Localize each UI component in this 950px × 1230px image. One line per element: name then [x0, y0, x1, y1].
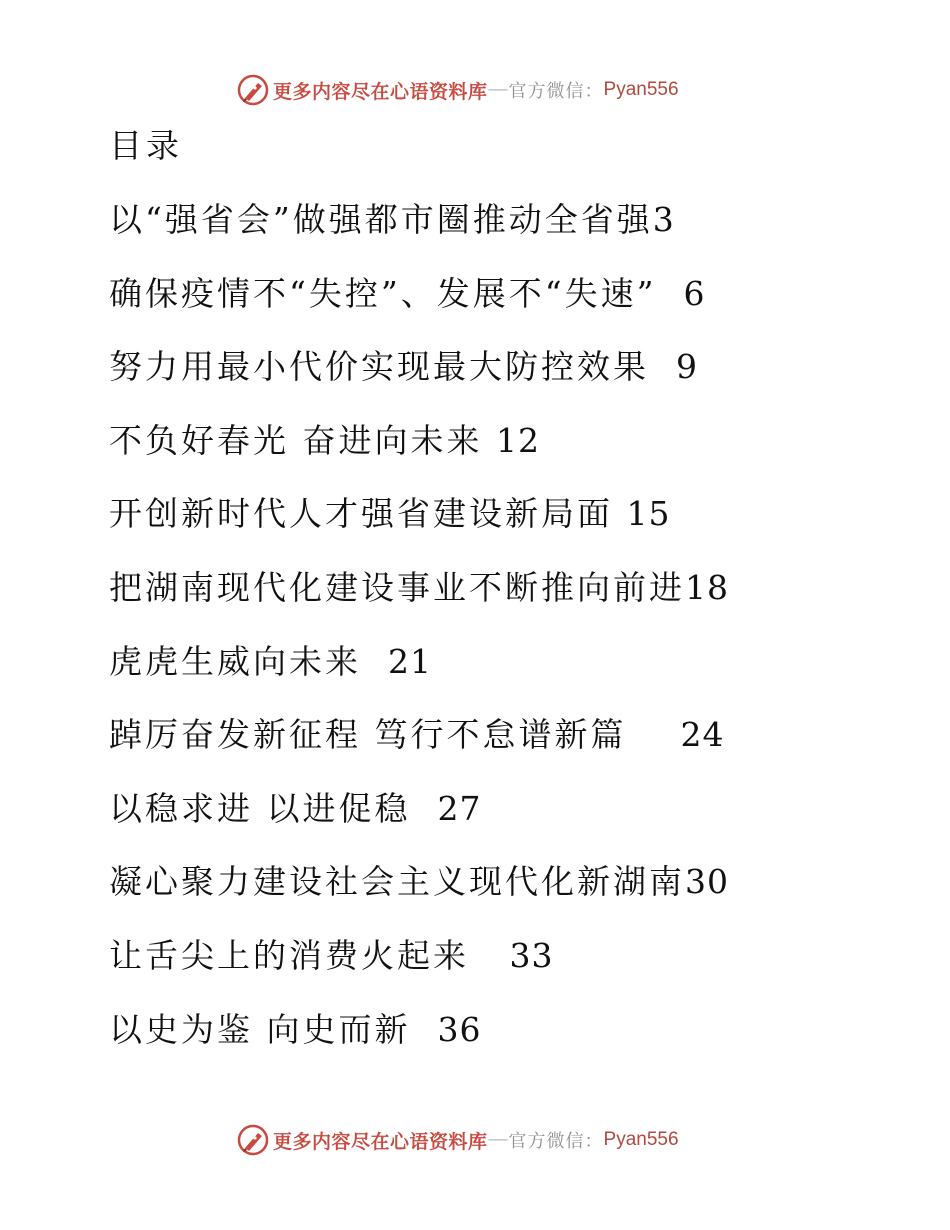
toc-entry-text: 虎虎生威向未来: [109, 641, 361, 681]
toc-entry[interactable]: [109, 713, 729, 787]
pen-nib-logo-icon: [236, 73, 270, 107]
watermark-id: Pyan556: [603, 1129, 679, 1150]
toc-entry-gap: [613, 494, 627, 533]
toc-entry-text: 开创新时代人才强省建设新局面: [109, 494, 613, 534]
pen-nib-logo-icon: [236, 1123, 270, 1157]
toc-entry[interactable]: [109, 566, 729, 640]
toc-entry[interactable]: [109, 198, 729, 272]
toc-entry[interactable]: [109, 787, 729, 861]
toc-entry-gap: [469, 936, 509, 975]
toc-entry[interactable]: [109, 640, 729, 714]
watermark-label: 官方微信：: [508, 1131, 604, 1152]
toc-entry-gap: [483, 421, 497, 460]
toc-entry-page: 18: [685, 567, 729, 607]
toc-entry[interactable]: [109, 345, 729, 419]
toc-entry-page: 15: [626, 494, 671, 534]
toc-entry-text: 凝心聚力建设社会主义现代化新湖南: [109, 862, 685, 902]
toc-entry[interactable]: [109, 860, 729, 934]
toc-entry[interactable]: [109, 272, 729, 346]
toc-entry[interactable]: [109, 492, 729, 566]
toc-list: [109, 198, 729, 1081]
toc-entry-page: 33: [509, 935, 554, 975]
toc-entry-text: 不负好春光 奋进向未来: [109, 420, 483, 460]
toc-entry-text: 踔厉奋发新征程 笃行不怠谱新篇: [109, 715, 627, 755]
toc-entry[interactable]: [109, 934, 729, 1008]
toc-entry-gap: [411, 789, 438, 828]
toc-entry-text: 让舌尖上的消费火起来: [109, 935, 469, 975]
toc-entry-gap: [411, 1010, 438, 1049]
toc-entry-gap: [361, 642, 388, 681]
toc-entry-page: 12: [496, 420, 540, 460]
toc-entry-page: 30: [685, 862, 729, 902]
toc-entry-page: 3: [652, 200, 675, 239]
toc-entry-gap: [656, 274, 683, 313]
footer-watermark: [236, 1123, 679, 1157]
toc-entry-text: 以史为鉴 向史而新: [109, 1009, 411, 1049]
toc-entry-page: 6: [683, 273, 706, 313]
toc-entry-page: 24: [680, 715, 725, 755]
watermark-label: 官方微信：: [508, 81, 604, 102]
watermark-text: 更多内容尽在心语资料库: [273, 1130, 488, 1153]
page-title: 目录: [109, 126, 183, 165]
toc-entry[interactable]: [109, 1008, 729, 1082]
toc-entry-text: 把湖南现代化建设事业不断推向前进: [109, 567, 685, 607]
toc-entry-text: 努力用最小代价实现最大防控效果: [109, 347, 649, 387]
toc-entry-gap: [649, 347, 676, 386]
toc-entry-text: 确保疫情不“失控”、发展不“失速”: [109, 273, 657, 313]
toc-entry[interactable]: [109, 419, 729, 493]
toc-entry-page: 21: [387, 641, 432, 681]
header-watermark: [236, 73, 679, 107]
watermark-separator: —: [488, 1129, 508, 1150]
watermark-separator: —: [488, 79, 508, 100]
toc-entry-gap: [627, 715, 681, 754]
watermark-text: 更多内容尽在心语资料库: [273, 80, 488, 103]
toc-entry-text: 以稳求进 以进促稳: [109, 788, 411, 828]
toc-entry-page: 36: [437, 1009, 482, 1049]
toc-entry-page: 9: [675, 347, 698, 387]
watermark-id: Pyan556: [603, 79, 679, 100]
toc-entry-page: 27: [437, 788, 482, 828]
toc-entry-text: 以“强省会”做强都市圈推动全省强: [109, 200, 653, 239]
